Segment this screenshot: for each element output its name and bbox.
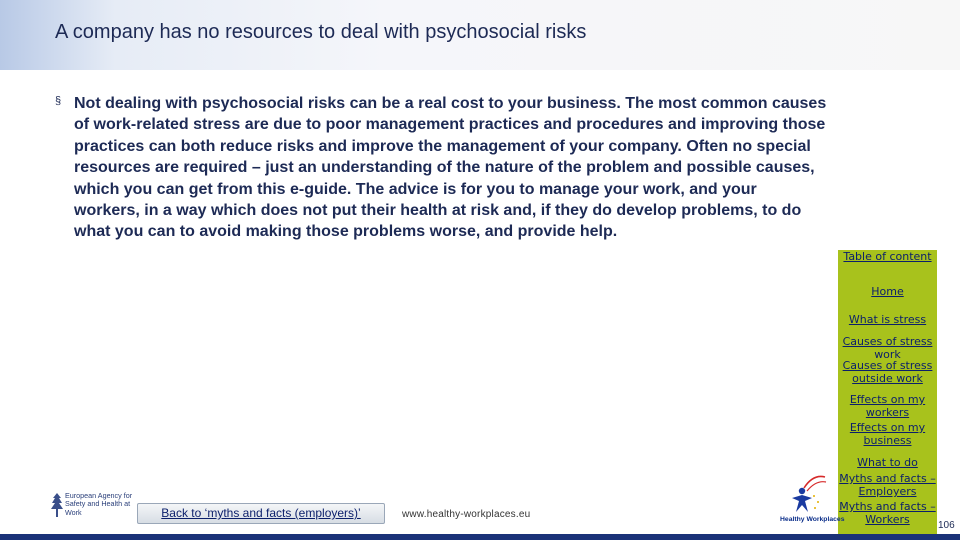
slide-title: A company has no resources to deal with psychosocial risks bbox=[55, 21, 587, 43]
back-to-myths-button[interactable] bbox=[137, 503, 385, 524]
sidebar-item-myths-workers[interactable]: Myths and facts – Workers bbox=[839, 500, 936, 526]
footer-url: www.healthy-workplaces.eu bbox=[402, 509, 531, 520]
agency-name: European Agency for Safety and Health at Work bbox=[65, 491, 133, 517]
agency-logo-icon bbox=[50, 492, 64, 523]
sidebar-item-table-of-content[interactable]: Table of content bbox=[843, 250, 932, 263]
sidebar-item-causes-outside-work[interactable]: Causes of stress outside work bbox=[842, 359, 933, 385]
page-number: 106 bbox=[938, 520, 955, 531]
back-button-label: Back to ‘myths and facts (employers)’ bbox=[161, 506, 361, 520]
sidebar-item-causes-work[interactable]: Causes of stress work bbox=[842, 335, 933, 359]
sidebar-item-myths-employers[interactable]: Myths and facts – Employers bbox=[839, 472, 936, 498]
bullet-block bbox=[55, 93, 827, 243]
sidebar-item-what-is-stress[interactable]: What is stress bbox=[848, 313, 927, 326]
campaign-name: Healthy Workplaces bbox=[780, 516, 845, 523]
sidebar-item-effects-business[interactable]: Effects on my business bbox=[849, 421, 926, 447]
bullet-marker: § bbox=[55, 95, 62, 107]
sidebar-item-home[interactable]: Home bbox=[871, 285, 904, 298]
sidebar-item-what-to-do[interactable]: What to do bbox=[857, 456, 918, 469]
bottom-bar bbox=[0, 534, 960, 540]
sidebar-item-effects-workers[interactable]: Effects on my workers bbox=[849, 393, 926, 419]
bullet-text: Not dealing with psychosocial risks can be a real cost to your business. The most common causes of work-related stress are due to poor management practices and procedures and improving those practices can both reduce risks and improve the management of your company. Often no special resources are required – just an understanding of the nature of the problem and possible causes, which you can get from this e-guide. The advice is for you to manage your work, and your workers, in a way which does not put their health at risk and, if they do develop problems, to do what you can to avoid making those problems worse, and provide help. bbox=[74, 95, 827, 241]
